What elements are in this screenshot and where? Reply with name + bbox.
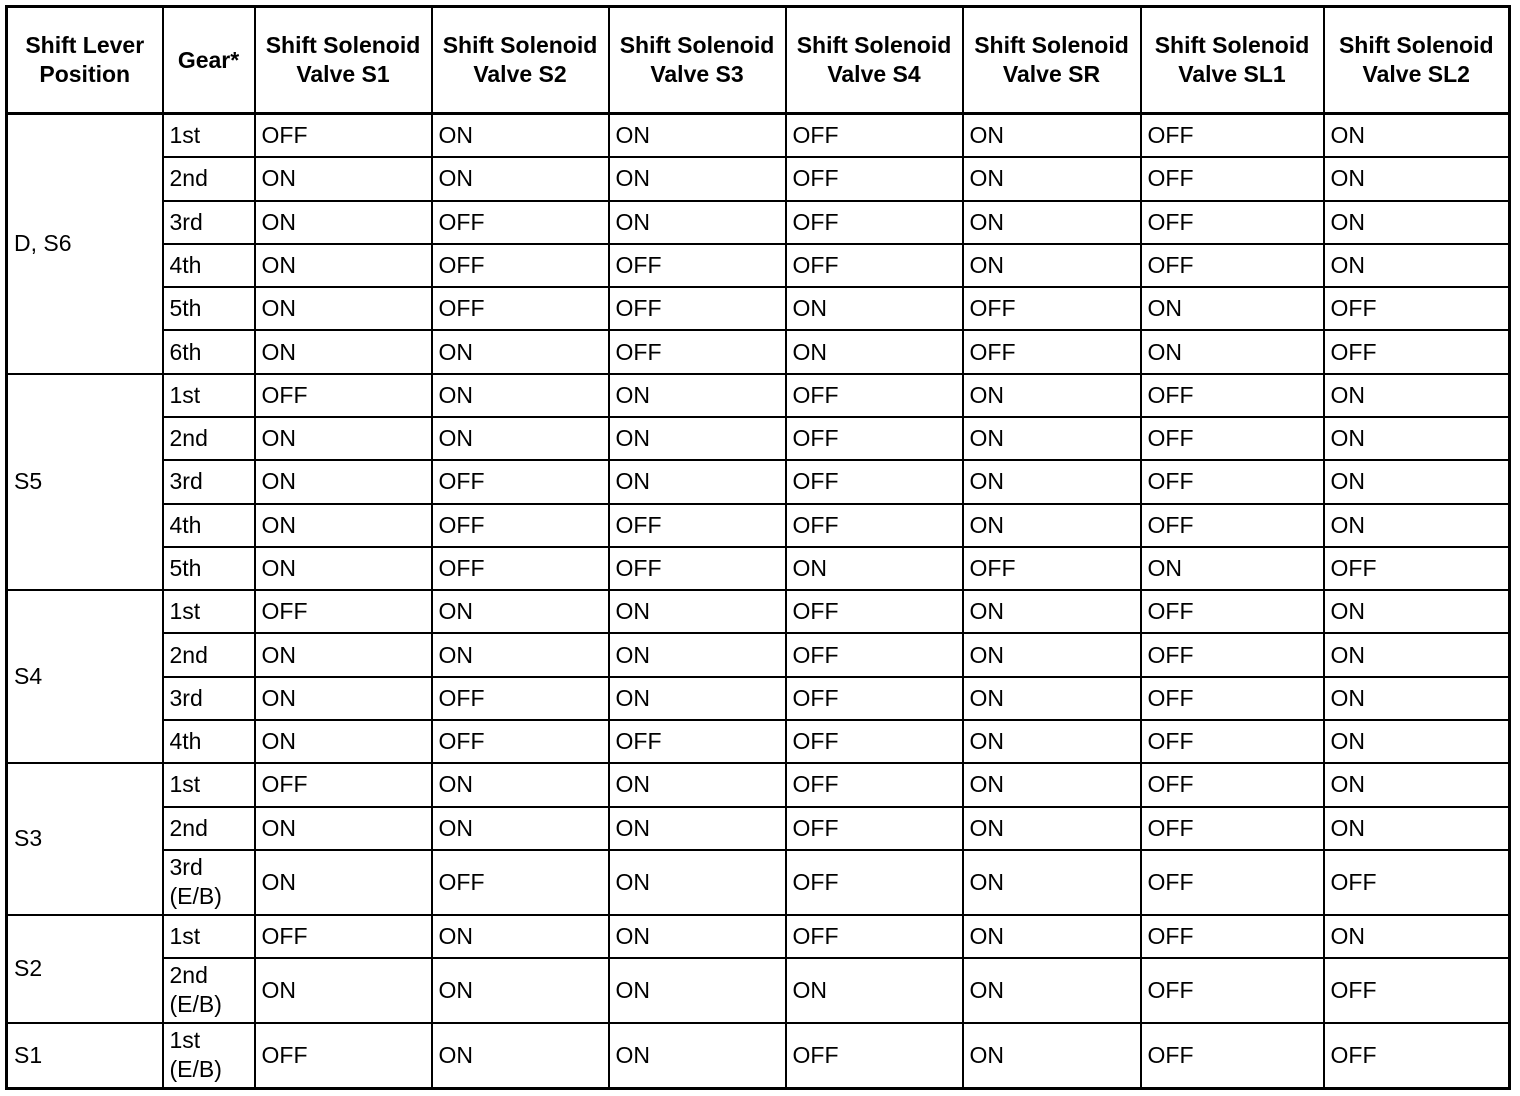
- valve-sl1-state-cell: OFF: [1141, 1023, 1324, 1089]
- gear-cell: 2nd: [163, 157, 255, 200]
- valve-s4-state-cell: OFF: [786, 677, 963, 720]
- valve-sr-state-cell: ON: [963, 763, 1141, 806]
- valve-s1-state-cell: OFF: [255, 763, 432, 806]
- valve-sr-state-cell: ON: [963, 633, 1141, 676]
- valve-s4-state-cell: OFF: [786, 244, 963, 287]
- valve-sl2-state-cell: ON: [1324, 807, 1510, 850]
- valve-s3-state-cell: ON: [609, 157, 786, 200]
- valve-sl1-state-cell: OFF: [1141, 157, 1324, 200]
- valve-s1-state-cell: ON: [255, 547, 432, 590]
- valve-s1-state-cell: ON: [255, 460, 432, 503]
- valve-s3-state-cell: ON: [609, 374, 786, 417]
- valve-sr-state-cell: OFF: [963, 330, 1141, 373]
- table-row: [7, 417, 1510, 460]
- valve-sl2-state-cell: ON: [1324, 915, 1510, 958]
- valve-s4-state-cell: OFF: [786, 114, 963, 158]
- table-row: [7, 850, 1510, 915]
- table-row: [7, 633, 1510, 676]
- valve-sl1-state-cell: ON: [1141, 287, 1324, 330]
- valve-s4-state-cell: OFF: [786, 850, 963, 915]
- valve-s1-state-cell: ON: [255, 720, 432, 763]
- valve-s2-state-cell: OFF: [432, 460, 609, 503]
- valve-s4-state-cell: OFF: [786, 417, 963, 460]
- valve-sl2-state-cell: ON: [1324, 157, 1510, 200]
- valve-s4-state-cell: OFF: [786, 201, 963, 244]
- table-row: [7, 915, 1510, 958]
- valve-s1-state-cell: OFF: [255, 374, 432, 417]
- valve-sl2-state-cell: OFF: [1324, 958, 1510, 1023]
- valve-s3-state-cell: ON: [609, 201, 786, 244]
- valve-s2-state-cell: OFF: [432, 287, 609, 330]
- valve-s2-state-cell: ON: [432, 374, 609, 417]
- valve-sl2-state-cell: ON: [1324, 590, 1510, 633]
- table-row: [7, 1023, 1510, 1089]
- valve-s2-state-cell: ON: [432, 915, 609, 958]
- gear-cell: 2nd: [163, 633, 255, 676]
- gear-cell: 2nd (E/B): [163, 958, 255, 1023]
- valve-s3-state-cell: ON: [609, 677, 786, 720]
- valve-s1-state-cell: OFF: [255, 1023, 432, 1089]
- header-row: [7, 7, 1510, 114]
- header-shift-lever-position: Shift Lever Position: [7, 7, 163, 114]
- table-body: [7, 114, 1510, 1089]
- table-row: [7, 763, 1510, 806]
- table-row: [7, 590, 1510, 633]
- valve-sl1-state-cell: OFF: [1141, 633, 1324, 676]
- valve-s4-state-cell: OFF: [786, 633, 963, 676]
- valve-s3-state-cell: ON: [609, 590, 786, 633]
- header-valve-s3: Shift Solenoid Valve S3: [609, 7, 786, 114]
- valve-s2-state-cell: ON: [432, 633, 609, 676]
- valve-s1-state-cell: ON: [255, 958, 432, 1023]
- valve-sr-state-cell: ON: [963, 1023, 1141, 1089]
- table-row: [7, 807, 1510, 850]
- valve-sr-state-cell: ON: [963, 958, 1141, 1023]
- table-row: [7, 201, 1510, 244]
- gear-cell: 3rd: [163, 201, 255, 244]
- shift-lever-position-cell: S1: [7, 1023, 163, 1089]
- valve-sl1-state-cell: OFF: [1141, 201, 1324, 244]
- gear-cell: 3rd (E/B): [163, 850, 255, 915]
- valve-s1-state-cell: ON: [255, 244, 432, 287]
- valve-sl1-state-cell: ON: [1141, 547, 1324, 590]
- valve-sr-state-cell: OFF: [963, 287, 1141, 330]
- valve-sr-state-cell: ON: [963, 504, 1141, 547]
- valve-s2-state-cell: ON: [432, 763, 609, 806]
- table-row: [7, 958, 1510, 1023]
- valve-s4-state-cell: ON: [786, 958, 963, 1023]
- valve-sr-state-cell: ON: [963, 157, 1141, 200]
- gear-cell: 3rd: [163, 677, 255, 720]
- valve-s3-state-cell: ON: [609, 850, 786, 915]
- gear-cell: 3rd: [163, 460, 255, 503]
- valve-s2-state-cell: ON: [432, 417, 609, 460]
- valve-s3-state-cell: ON: [609, 114, 786, 158]
- gear-cell: 2nd: [163, 417, 255, 460]
- valve-sl2-state-cell: OFF: [1324, 850, 1510, 915]
- valve-s3-state-cell: OFF: [609, 504, 786, 547]
- valve-s1-state-cell: ON: [255, 850, 432, 915]
- header-valve-s2: Shift Solenoid Valve S2: [432, 7, 609, 114]
- valve-sl2-state-cell: ON: [1324, 244, 1510, 287]
- table-row: [7, 330, 1510, 373]
- valve-sl1-state-cell: OFF: [1141, 114, 1324, 158]
- valve-s1-state-cell: ON: [255, 504, 432, 547]
- valve-sl1-state-cell: OFF: [1141, 850, 1324, 915]
- valve-s3-state-cell: ON: [609, 460, 786, 503]
- valve-sr-state-cell: ON: [963, 915, 1141, 958]
- valve-sl2-state-cell: ON: [1324, 201, 1510, 244]
- valve-sr-state-cell: ON: [963, 417, 1141, 460]
- valve-s4-state-cell: OFF: [786, 460, 963, 503]
- valve-s4-state-cell: OFF: [786, 157, 963, 200]
- shift-lever-position-cell: S3: [7, 763, 163, 914]
- valve-sl2-state-cell: ON: [1324, 114, 1510, 158]
- shift-lever-position-cell: D, S6: [7, 114, 163, 374]
- valve-s1-state-cell: ON: [255, 201, 432, 244]
- valve-sl2-state-cell: ON: [1324, 374, 1510, 417]
- table-row: [7, 460, 1510, 503]
- table-row: [7, 547, 1510, 590]
- valve-s2-state-cell: ON: [432, 1023, 609, 1089]
- valve-s1-state-cell: OFF: [255, 590, 432, 633]
- valve-s2-state-cell: OFF: [432, 677, 609, 720]
- valve-sl1-state-cell: OFF: [1141, 417, 1324, 460]
- valve-sl2-state-cell: ON: [1324, 504, 1510, 547]
- valve-s2-state-cell: ON: [432, 807, 609, 850]
- valve-s2-state-cell: OFF: [432, 244, 609, 287]
- valve-sl1-state-cell: OFF: [1141, 374, 1324, 417]
- header-valve-sl2: Shift Solenoid Valve SL2: [1324, 7, 1510, 114]
- gear-cell: 2nd: [163, 807, 255, 850]
- valve-sl2-state-cell: ON: [1324, 417, 1510, 460]
- valve-sl1-state-cell: OFF: [1141, 807, 1324, 850]
- table-row: [7, 157, 1510, 200]
- gear-cell: 1st (E/B): [163, 1023, 255, 1089]
- valve-s2-state-cell: ON: [432, 157, 609, 200]
- valve-s4-state-cell: OFF: [786, 763, 963, 806]
- gear-cell: 5th: [163, 287, 255, 330]
- valve-s3-state-cell: ON: [609, 1023, 786, 1089]
- header-valve-s1: Shift Solenoid Valve S1: [255, 7, 432, 114]
- valve-sl1-state-cell: OFF: [1141, 958, 1324, 1023]
- valve-s3-state-cell: ON: [609, 763, 786, 806]
- valve-s4-state-cell: OFF: [786, 915, 963, 958]
- gear-cell: 4th: [163, 720, 255, 763]
- valve-s3-state-cell: ON: [609, 915, 786, 958]
- valve-sl2-state-cell: ON: [1324, 763, 1510, 806]
- header-gear: Gear*: [163, 7, 255, 114]
- valve-s3-state-cell: OFF: [609, 287, 786, 330]
- valve-sl1-state-cell: OFF: [1141, 244, 1324, 287]
- gear-cell: 1st: [163, 114, 255, 158]
- valve-sl2-state-cell: OFF: [1324, 1023, 1510, 1089]
- valve-s4-state-cell: OFF: [786, 504, 963, 547]
- valve-sr-state-cell: ON: [963, 460, 1141, 503]
- valve-sl2-state-cell: ON: [1324, 677, 1510, 720]
- valve-sl1-state-cell: OFF: [1141, 504, 1324, 547]
- valve-sr-state-cell: ON: [963, 807, 1141, 850]
- valve-s1-state-cell: OFF: [255, 915, 432, 958]
- header-valve-sl1: Shift Solenoid Valve SL1: [1141, 7, 1324, 114]
- gear-cell: 1st: [163, 590, 255, 633]
- valve-s2-state-cell: ON: [432, 958, 609, 1023]
- valve-s2-state-cell: OFF: [432, 850, 609, 915]
- gear-cell: 1st: [163, 374, 255, 417]
- valve-sr-state-cell: ON: [963, 244, 1141, 287]
- gear-cell: 6th: [163, 330, 255, 373]
- solenoid-operation-table: [5, 5, 1511, 1090]
- table-row: [7, 677, 1510, 720]
- header-valve-s4: Shift Solenoid Valve S4: [786, 7, 963, 114]
- valve-s2-state-cell: ON: [432, 590, 609, 633]
- valve-sl2-state-cell: OFF: [1324, 330, 1510, 373]
- valve-sl1-state-cell: OFF: [1141, 763, 1324, 806]
- valve-s3-state-cell: ON: [609, 417, 786, 460]
- valve-s2-state-cell: OFF: [432, 201, 609, 244]
- valve-sl1-state-cell: OFF: [1141, 460, 1324, 503]
- valve-s2-state-cell: OFF: [432, 720, 609, 763]
- table-row: [7, 287, 1510, 330]
- valve-s3-state-cell: ON: [609, 633, 786, 676]
- valve-s3-state-cell: OFF: [609, 547, 786, 590]
- valve-s3-state-cell: OFF: [609, 244, 786, 287]
- shift-lever-position-cell: S2: [7, 915, 163, 1023]
- gear-cell: 4th: [163, 504, 255, 547]
- valve-sr-state-cell: ON: [963, 590, 1141, 633]
- valve-s4-state-cell: OFF: [786, 590, 963, 633]
- valve-s1-state-cell: ON: [255, 330, 432, 373]
- valve-sr-state-cell: ON: [963, 374, 1141, 417]
- gear-cell: 1st: [163, 915, 255, 958]
- table-row: [7, 504, 1510, 547]
- valve-sl2-state-cell: OFF: [1324, 547, 1510, 590]
- shift-lever-position-cell: S4: [7, 590, 163, 763]
- valve-s2-state-cell: ON: [432, 114, 609, 158]
- gear-cell: 4th: [163, 244, 255, 287]
- valve-sl1-state-cell: OFF: [1141, 915, 1324, 958]
- valve-sr-state-cell: ON: [963, 677, 1141, 720]
- valve-sl2-state-cell: ON: [1324, 633, 1510, 676]
- valve-sl1-state-cell: OFF: [1141, 720, 1324, 763]
- valve-s3-state-cell: OFF: [609, 330, 786, 373]
- valve-s3-state-cell: ON: [609, 807, 786, 850]
- shift-lever-position-cell: S5: [7, 374, 163, 590]
- valve-s4-state-cell: OFF: [786, 720, 963, 763]
- valve-sr-state-cell: ON: [963, 850, 1141, 915]
- table-row: [7, 374, 1510, 417]
- valve-sl1-state-cell: OFF: [1141, 590, 1324, 633]
- valve-sl2-state-cell: OFF: [1324, 287, 1510, 330]
- gear-cell: 5th: [163, 547, 255, 590]
- valve-s1-state-cell: ON: [255, 157, 432, 200]
- table-row: [7, 244, 1510, 287]
- valve-s3-state-cell: ON: [609, 958, 786, 1023]
- valve-s1-state-cell: ON: [255, 417, 432, 460]
- valve-s1-state-cell: ON: [255, 633, 432, 676]
- valve-s4-state-cell: ON: [786, 330, 963, 373]
- valve-sr-state-cell: ON: [963, 114, 1141, 158]
- valve-s1-state-cell: ON: [255, 287, 432, 330]
- valve-sl1-state-cell: OFF: [1141, 677, 1324, 720]
- gear-cell: 1st: [163, 763, 255, 806]
- valve-s1-state-cell: ON: [255, 677, 432, 720]
- valve-sl1-state-cell: ON: [1141, 330, 1324, 373]
- valve-s2-state-cell: OFF: [432, 547, 609, 590]
- valve-sr-state-cell: OFF: [963, 547, 1141, 590]
- valve-sr-state-cell: ON: [963, 720, 1141, 763]
- table-row: [7, 114, 1510, 158]
- valve-sl2-state-cell: ON: [1324, 460, 1510, 503]
- valve-s4-state-cell: ON: [786, 287, 963, 330]
- valve-s1-state-cell: OFF: [255, 114, 432, 158]
- valve-s2-state-cell: ON: [432, 330, 609, 373]
- valve-s3-state-cell: OFF: [609, 720, 786, 763]
- valve-s4-state-cell: ON: [786, 547, 963, 590]
- valve-sl2-state-cell: ON: [1324, 720, 1510, 763]
- header-valve-sr: Shift Solenoid Valve SR: [963, 7, 1141, 114]
- valve-s4-state-cell: OFF: [786, 1023, 963, 1089]
- valve-s4-state-cell: OFF: [786, 807, 963, 850]
- valve-s4-state-cell: OFF: [786, 374, 963, 417]
- valve-s1-state-cell: ON: [255, 807, 432, 850]
- valve-s2-state-cell: OFF: [432, 504, 609, 547]
- valve-sr-state-cell: ON: [963, 201, 1141, 244]
- table-row: [7, 720, 1510, 763]
